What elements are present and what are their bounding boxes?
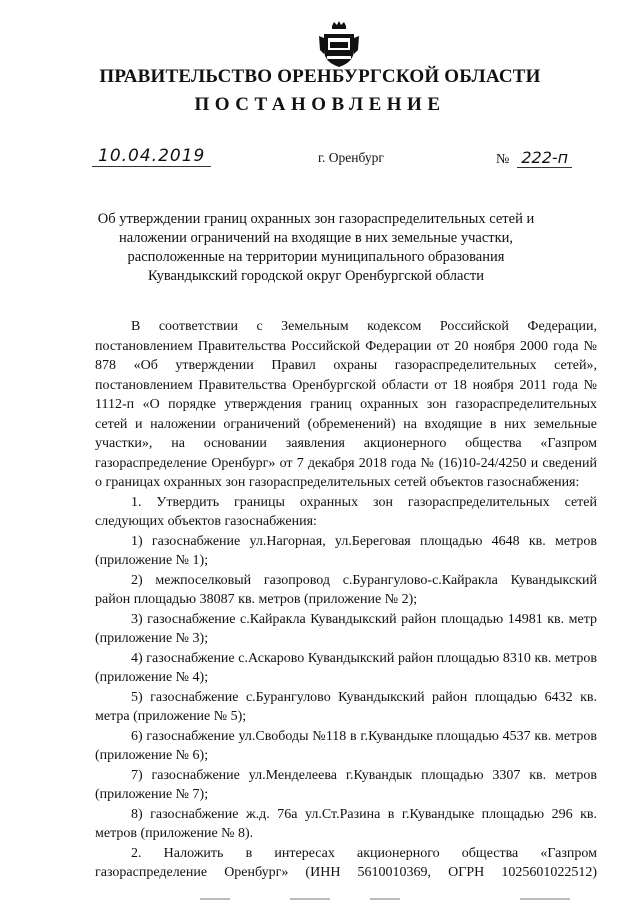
list-item: 5) газоснабжение с.Бурангулово Кувандыкский район площадью 6432 кв. метра (приложение № 5); bbox=[95, 689, 597, 724]
title-line: Об утверждении границ охранных зон газораспределительных сетей и bbox=[97, 211, 535, 227]
title-line: расположенные на территории муниципального образования bbox=[127, 249, 505, 265]
document-number-block bbox=[496, 148, 572, 168]
title-line: наложении ограничений на входящие в них земельные участки, bbox=[118, 230, 514, 246]
document-number: 222-п bbox=[517, 148, 572, 168]
clause-1: 1. Утвердить границы охранных зон газораспределительных сетей следующих объектов газоснабжения: bbox=[95, 494, 597, 529]
document-city: г. Оренбург bbox=[318, 150, 384, 165]
coat-of-arms-icon bbox=[318, 20, 360, 70]
document-meta-line bbox=[0, 146, 640, 170]
list-item: 2) межпоселковый газопровод с.Бурангулово-с.Кайракла Кувандыкский район площадью 38087 кв. метров (приложение № 2); bbox=[95, 572, 597, 607]
clause-2: 2. Наложить в интересах акционерного общества «Газпром газораспределение Оренбург» (ИНН 5610010369, ОГРН 1025601022512) bbox=[95, 845, 597, 880]
document-body bbox=[95, 317, 597, 883]
list-item: 7) газоснабжение ул.Менделеева г.Кувандык площадью 3307 кв. метров (приложение № 7); bbox=[95, 767, 597, 802]
document-type: ПОСТАНОВЛЕНИЕ bbox=[194, 94, 446, 115]
list-item: 6) газоснабжение ул.Свободы №118 в г.Кувандыке площадью 4537 кв. метров (приложение № 6); bbox=[95, 728, 597, 763]
list-item: 8) газоснабжение ж.д. 76а ул.Ст.Разина в г.Кувандыке площадью 296 кв. метров (приложение № 8). bbox=[95, 806, 597, 841]
document-date: 10.04.2019 bbox=[92, 146, 211, 167]
list-item: 4) газоснабжение с.Аскарово Кувандыкский район площадью 8310 кв. метров (приложение № 4); bbox=[95, 650, 597, 685]
preamble-paragraph: В соответствии с Земельным кодексом Российской Федерации, постановлением Правительства Российской Федерации от 20 ноября 2000 года № 878 «Об утверждении Правил охраны газораспределительных сетей», постановлением Правительства Оренбургской области от 18 ноября 2011 года № 1112-п «О порядке утверждения границ охранных зон газораспределительных сетей и наложении ограничений (обременений) на входящие в них земельные участки», на основании заявления акционерного общества «Газпром газораспределение Оренбург» от 7 декабря 2018 года № (16)10-24/4250 и сведений о границах охранных зон газораспределительных сетей объектов газоснабжения: bbox=[95, 319, 597, 490]
title-line: Кувандыкский городской округ Оренбургской области bbox=[148, 268, 484, 284]
document-title bbox=[96, 210, 536, 286]
scan-artifact bbox=[200, 896, 580, 902]
number-label: № bbox=[496, 152, 510, 167]
organization-title: ПРАВИТЕЛЬСТВО ОРЕНБУРГСКОЙ ОБЛАСТИ bbox=[99, 66, 541, 87]
list-item: 3) газоснабжение с.Кайракла Кувандыкский район площадью 14981 кв. метр (приложение № 3); bbox=[95, 611, 597, 646]
list-item: 1) газоснабжение ул.Нагорная, ул.Береговая площадью 4648 кв. метров (приложение № 1); bbox=[95, 533, 597, 568]
